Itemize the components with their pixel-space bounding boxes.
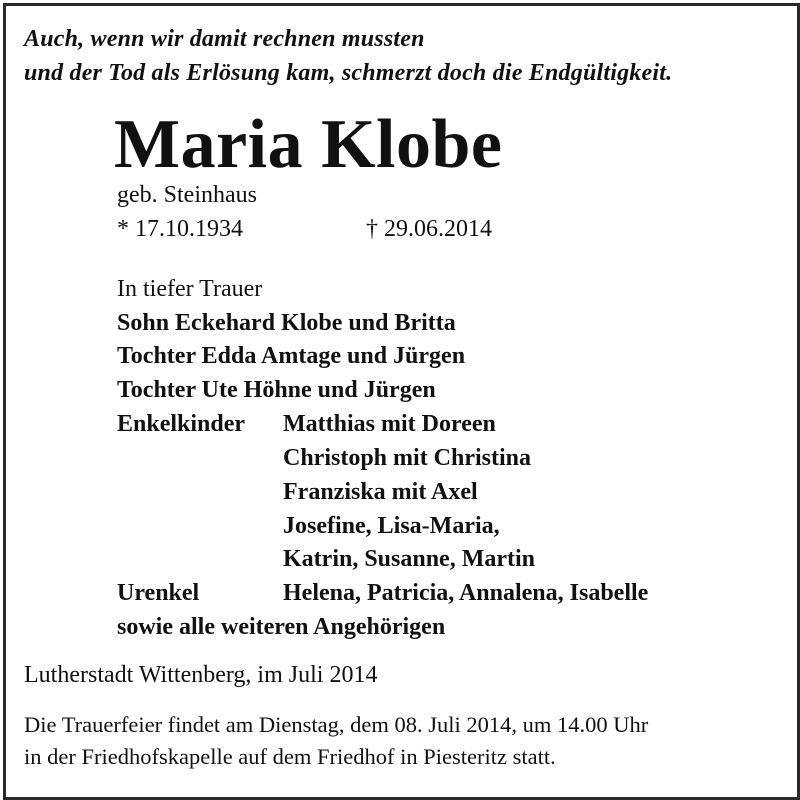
grandchild-line: Franziska mit Axel <box>283 479 478 505</box>
grandchild-line: Katrin, Susanne, Martin <box>283 546 536 572</box>
grandchildren-label: Enkelkinder <box>117 411 246 437</box>
ceremony-line-2: in der Friedhofskapelle auf dem Friedhof in Piesteritz statt. <box>24 744 556 769</box>
family-line-daughter-ute: Tochter Ute Höhne und Jürgen <box>117 377 436 403</box>
birth-date: * 17.10.1934 <box>117 216 243 242</box>
ceremony-line-1: Die Trauerfeier findet am Dienstag, dem 08. Juli 2014, um 14.00 Uhr <box>24 712 649 737</box>
deceased-name: Maria Klobe <box>114 106 503 183</box>
motto-line-1: Auch, wenn wir damit rechnen mussten <box>24 26 425 52</box>
other-relatives-line: sowie alle weiteren Angehörigen <box>117 614 446 640</box>
place-date: Lutherstadt Wittenberg, im Juli 2014 <box>24 662 378 688</box>
great-grandchildren-names: Helena, Patricia, Annalena, Isabelle <box>283 580 649 606</box>
maiden-name: geb. Steinhaus <box>117 182 257 208</box>
great-grandchildren-label: Urenkel <box>117 580 200 606</box>
death-date: † 29.06.2014 <box>366 216 492 242</box>
mourning-intro: In tiefer Trauer <box>117 276 263 302</box>
grandchild-line: Christoph mit Christina <box>283 445 532 471</box>
family-line-daughter-edda: Tochter Edda Amtage und Jürgen <box>117 343 466 369</box>
grandchild-line: Josefine, Lisa-Maria, <box>283 513 500 539</box>
grandchild-line: Matthias mit Doreen <box>283 411 496 437</box>
motto-line-2: und der Tod als Erlösung kam, schmerzt doch die Endgültigkeit. <box>24 60 673 86</box>
family-line-son: Sohn Eckehard Klobe und Britta <box>117 310 456 336</box>
